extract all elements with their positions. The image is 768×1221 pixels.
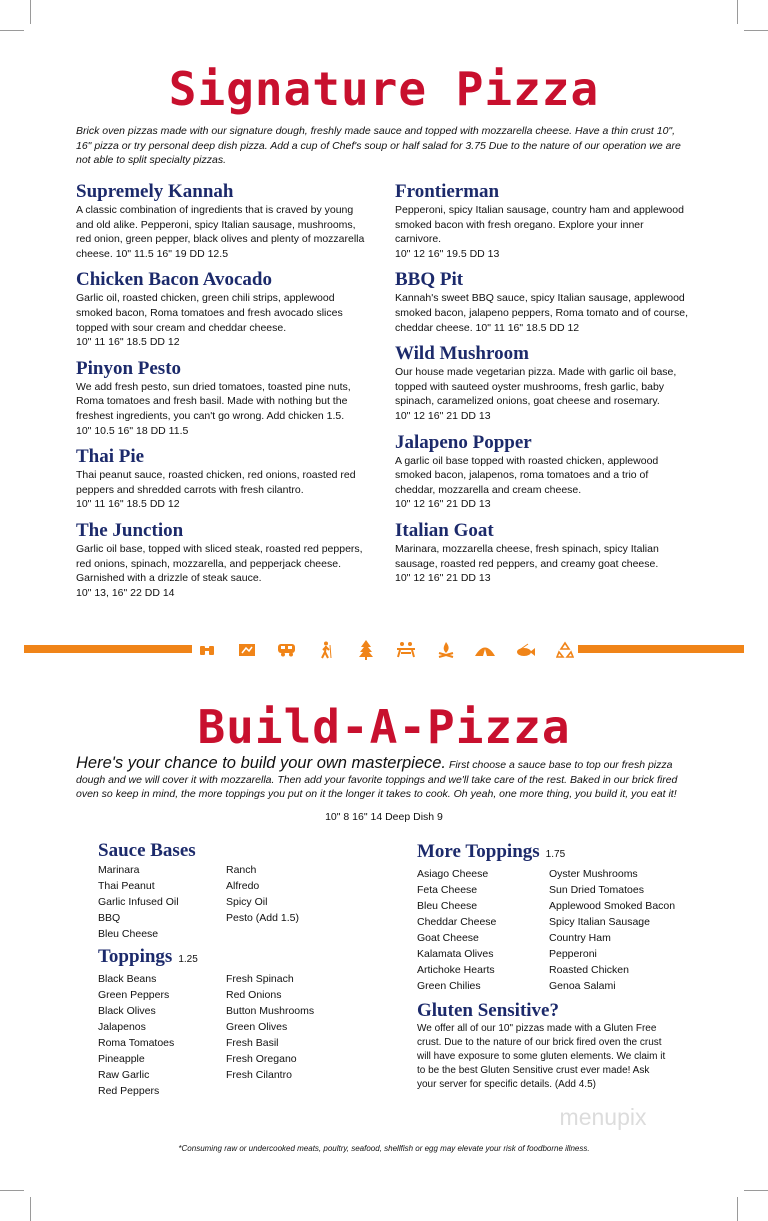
sauce-item: Pesto (Add 1.5): [226, 912, 299, 924]
menu-item-desc-text: Our house made vegetarian pizza. Made with garlic oil base, topped with sauteed oyster mushrooms, fresh garlic, baby spinach, caramelized onions, goat cheese and rosemary.: [395, 366, 677, 408]
menu-item-description: [76, 542, 371, 600]
topping-item: Jalapenos: [98, 1021, 146, 1033]
topping-item: Pineapple: [98, 1053, 145, 1065]
more-topping-item: Green Chilies: [417, 980, 481, 992]
menu-item-description: [395, 203, 690, 261]
sauce-item: BBQ: [98, 912, 121, 924]
menu-item-description: [76, 468, 371, 512]
binoculars-icon: [196, 640, 218, 660]
signature-pizza-title: Signature Pizza: [168, 62, 600, 116]
build-intro-lead: Here's your chance to build your own masterpiece.: [76, 754, 447, 772]
topping-item: Red Onions: [226, 989, 282, 1001]
menu-item-description: [76, 291, 371, 349]
toppings-title: Toppings 1.25: [98, 946, 198, 967]
pine-tree-icon: [355, 640, 377, 660]
menu-item-name: Pinyon Pesto: [76, 357, 182, 379]
menu-item-desc-text: We add fresh pesto, sun dried tomatoes, toasted pine nuts, Roma tomatoes and fresh basil. Made with nothing but the freshest ingredients, you can't go wrong. Add chicken 1.5.: [76, 380, 351, 422]
menu-item-price: 10" 10.5 16" 18 DD 11.5: [76, 424, 189, 437]
topping-item: Black Olives: [98, 1005, 156, 1017]
sauce-item: [226, 926, 366, 942]
menu-item-description: [395, 365, 690, 423]
menu-item-description: [76, 203, 371, 261]
build-sizes: 10" 8 16" 14 Deep Dish 9: [325, 811, 443, 823]
sauce-list: [98, 862, 378, 942]
campfire-icon: [435, 640, 457, 660]
topping-item: Fresh Oregano: [226, 1053, 297, 1065]
recycle-icon: [554, 640, 576, 660]
topping-item: [226, 1083, 366, 1099]
build-a-pizza-title: Build-A-Pizza: [197, 700, 571, 754]
menu-item-price: 10" 12 16" 21 DD 13: [395, 498, 491, 511]
crop-mark: [744, 30, 768, 31]
menu-item-desc-text: A classic combination of ingredients that is craved by young and old alike. Pepperoni, spicy Italian sausage, mushrooms, red onion, green pepper, black olives and plenty of mozzarella cheese. 10" 11.5 16" 19 DD 12.5: [76, 204, 365, 260]
menu-item: [76, 446, 371, 512]
gluten-section: [417, 1000, 717, 1092]
menu-item-desc-text: Pepperoni, spicy Italian sausage, country ham and applewood smoked bacon with fresh oregano. Explore your inner carnivore.: [395, 204, 684, 246]
menu-item-name: Wild Mushroom: [395, 343, 529, 365]
menu-item: [395, 432, 690, 512]
menu-item-desc-text: Garlic oil, roasted chicken, green chili strips, applewood smoked bacon, Roma tomatoes and fresh avocado slices topped with sour cream and cheddar cheese.: [76, 292, 343, 334]
menu-item-desc-text: Garlic oil base, topped with sliced steak, roasted red peppers, red onions, spinach, mozzarella, and pepperjack cheese. Garnished with a drizzle of steak sauce.: [76, 542, 363, 585]
topping-item: Black Beans: [98, 973, 157, 985]
more-topping-item: Sun Dried Tomatoes: [549, 884, 644, 896]
menu-item-name: Thai Pie: [76, 446, 145, 468]
menu-item-name: Italian Goat: [395, 519, 494, 541]
menu-item-price: 10" 12 16" 19.5 DD 13: [395, 247, 500, 260]
more-topping-item: Roasted Chicken: [549, 964, 629, 976]
menu-item-description: [76, 380, 371, 438]
topping-item: Roma Tomatoes: [98, 1037, 175, 1049]
menu-item: [395, 269, 690, 335]
sauce-item: Garlic Infused Oil: [98, 896, 179, 908]
menu-item: [76, 181, 371, 261]
map-icon: [236, 640, 258, 660]
menu-item-name: BBQ Pit: [395, 269, 464, 291]
menu-item-price: 10" 12 16" 21 DD 13: [395, 409, 491, 422]
picnic-icon: [395, 640, 417, 660]
gluten-text: We offer all of our 10" pizzas made with a Gluten Free crust. Due to the nature of our brick fired oven the crust will have exposure to some gluten elements. We claim it to be the best Gluten Sensitive crust ever made! Ask your server for specific details. (Add 4.5): [417, 1023, 666, 1090]
topping-item: Button Mushrooms: [226, 1005, 315, 1017]
fish-icon: [514, 640, 536, 660]
menu-item: [76, 269, 371, 349]
more-topping-item: Genoa Salami: [549, 980, 616, 992]
menu-item: [395, 343, 690, 423]
topping-item: Green Peppers: [98, 989, 170, 1001]
menu-item-description: [395, 291, 690, 335]
build-left-column: [98, 840, 378, 1099]
more-topping-item: Goat Cheese: [417, 932, 479, 944]
sauce-item: Bleu Cheese: [98, 928, 159, 940]
crop-mark: [737, 0, 738, 24]
more-topping-item: Pepperoni: [549, 948, 597, 960]
menu-item-price: 10" 12 16" 21 DD 13: [395, 572, 491, 585]
toppings-price: 1.25: [178, 954, 198, 965]
topping-item: Raw Garlic: [98, 1069, 150, 1081]
build-intro: [76, 756, 696, 802]
sauce-item: Thai Peanut: [98, 880, 155, 892]
menu-item-desc-text: A garlic oil base topped with roasted chicken, applewood smoked bacon, jalapenos, roma tomatoes and a trio of cheddar, mozzarella and cream cheese.: [395, 454, 659, 496]
sauce-bases-title: Sauce Bases: [98, 840, 196, 861]
menu-item-price: 10" 11 16" 18.5 DD 12: [76, 336, 180, 349]
more-topping-item: Applewood Smoked Bacon: [549, 900, 676, 912]
menu-item-desc-text: Kannah's sweet BBQ sauce, spicy Italian sausage, applewood smoked bacon, jalapeno peppers, Roma tomato and of course, cheddar cheese. 10" 11 16" 18.5 DD 12: [395, 292, 689, 334]
camper-icon: [276, 640, 298, 660]
divider-bar-right: [578, 645, 744, 653]
more-toppings-price: 1.75: [545, 849, 566, 860]
more-topping-item: Bleu Cheese: [417, 900, 478, 912]
build-right-column: [417, 841, 717, 1092]
more-topping-item: Oyster Mushrooms: [549, 868, 638, 880]
crop-mark: [737, 1197, 738, 1221]
menu-item-name: Jalapeno Popper: [395, 431, 532, 453]
crop-mark: [30, 0, 31, 24]
sauce-item: Alfredo: [226, 880, 260, 892]
menu-item-desc-text: Marinara, mozzarella cheese, fresh spinach, spicy Italian sausage, roasted red peppers, and creamy goat cheese.: [395, 542, 659, 570]
divider-icons: [196, 638, 576, 662]
more-topping-item: Artichoke Hearts: [417, 964, 495, 976]
more-topping-item: Country Ham: [549, 932, 611, 944]
crop-mark: [744, 1190, 768, 1191]
more-toppings-list: [417, 866, 717, 994]
hiker-icon: [315, 640, 337, 660]
build-intro-text: First choose a sauce base to top our fresh pizza dough and we will cover it with mozzarella. Then add your favorite toppings and we'll take care of the rest. Baked in our brick fired oven so keep in mind, the more toppings you put on it the longer it takes to cook. Oh yeah, one more thing, you build it, you eat it!: [76, 759, 678, 800]
tent-icon: [474, 640, 496, 660]
more-topping-item: Spicy Italian Sausage: [549, 916, 650, 928]
crop-mark: [30, 1197, 31, 1221]
menu-item: [395, 181, 690, 261]
menu-item-description: [395, 542, 690, 586]
menu-item-name: The Junction: [76, 519, 184, 541]
topping-item: Fresh Spinach: [226, 973, 294, 985]
toppings-list: [98, 971, 378, 1099]
watermark-text: menupix: [559, 1104, 647, 1130]
menu-item-description: [395, 454, 690, 512]
sauce-item: Spicy Oil: [226, 896, 268, 908]
signature-intro: Brick oven pizzas made with our signature dough, freshly made sauce and topped with mozzarella cheese. Have a thin crust 10", 16" pizza or try personal deep dish pizza. Add a cup of Chef's soup or half salad for 3.75 Due to the nature of our operation we are not able to split specialty pizzas.: [76, 125, 681, 166]
menu-item-price: 10" 11 16" 18.5 DD 12: [76, 498, 180, 511]
more-topping-item: Feta Cheese: [417, 884, 478, 896]
menu-item: [395, 520, 690, 586]
menu-item: [76, 358, 371, 438]
menu-item-desc-text: Thai peanut sauce, roasted chicken, red onions, roasted red peppers and shredded carrots with fresh cilantro.: [76, 469, 356, 496]
menu-item-name: Frontierman: [395, 181, 500, 202]
more-topping-item: Kalamata Olives: [417, 948, 494, 960]
topping-item: Red Peppers: [98, 1085, 160, 1097]
topping-item: Green Olives: [226, 1021, 288, 1033]
more-topping-item: Asiago Cheese: [417, 868, 489, 880]
menu-item: [76, 520, 371, 600]
menu-item-name: Supremely Kannah: [76, 181, 234, 202]
signature-left-column: [76, 181, 371, 608]
signature-right-column: [395, 181, 690, 594]
more-toppings-title: More Toppings 1.75: [417, 841, 566, 862]
gluten-title: Gluten Sensitive?: [417, 1000, 559, 1021]
sauce-item: Ranch: [226, 864, 257, 876]
footer-disclaimer: *Consuming raw or undercooked meats, poultry, seafood, shellfish or egg may elevate your risk of foodborne illness.: [178, 1144, 590, 1153]
crop-mark: [0, 30, 24, 31]
menu-item-price: 10" 13, 16" 22 DD 14: [76, 586, 175, 599]
topping-item: Fresh Cilantro: [226, 1069, 292, 1081]
crop-mark: [0, 1190, 24, 1191]
divider-bar-left: [24, 645, 192, 653]
menu-item-name: Chicken Bacon Avocado: [76, 269, 273, 291]
more-topping-item: Cheddar Cheese: [417, 916, 497, 928]
sauce-item: Marinara: [98, 864, 140, 876]
topping-item: Fresh Basil: [226, 1037, 279, 1049]
